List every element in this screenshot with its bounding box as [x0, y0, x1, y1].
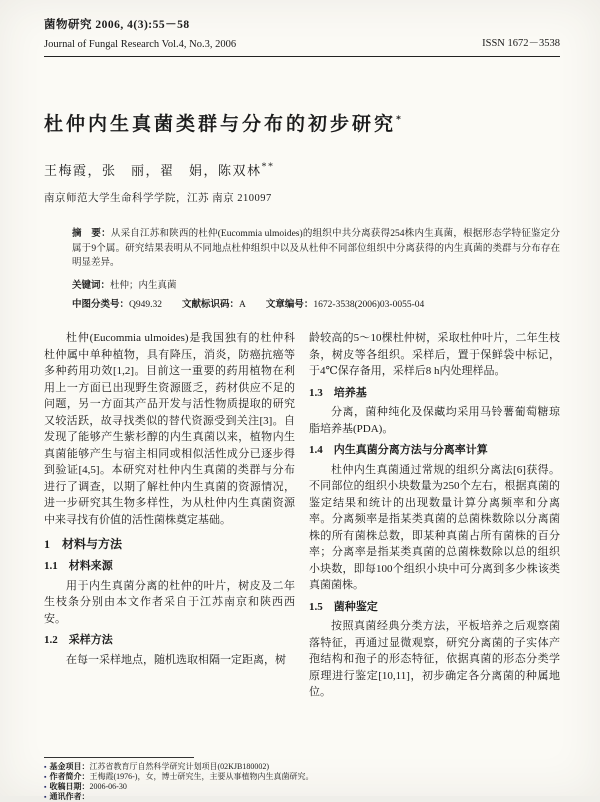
footnote-received-text: 2006-06-30 — [89, 782, 127, 791]
journal-header — [44, 16, 560, 50]
clc-value: Q949.32 — [129, 300, 163, 311]
footnote-biography-text: 王梅霞(1976-)，女，博士研究生，主要从事植物内生真菌研究。 — [89, 772, 314, 781]
title-footnote-mark: * — [396, 114, 405, 126]
section-1-4-heading: 1.4 内生真菌分离方法与分离率计算 — [309, 444, 488, 457]
issn-number: ISSN 1672－3538 — [482, 38, 560, 49]
corresponding-author-mark: ** — [261, 161, 275, 173]
section-1-2-paragraph-continued: 龄较高的5～10棵杜仲树，采取杜仲叶片，二年生枝条，树皮等各组织。采样后，置于保鲜袋中标记，于4℃保存备用，采样后8 h内处理样品。 — [309, 332, 560, 378]
article-id-value: 1672-3538(2006)03-0055-04 — [313, 300, 425, 311]
article-body — [44, 330, 560, 701]
footnote-bullet-icon: ▪ — [44, 793, 47, 801]
footnote-bullet-icon: ▪ — [44, 773, 47, 781]
section-1-5-heading: 1.5 菌种鉴定 — [309, 600, 378, 613]
article-id-label: 文章编号： — [265, 300, 314, 311]
footnote-bullet-icon: ▪ — [44, 783, 47, 791]
journal-header-left — [44, 16, 236, 50]
document-code — [182, 296, 246, 310]
abstract-text: 从采自江苏和陕西的杜仲(Eucommia ulmoides)的组织中共分离获得254株内生真菌，根据形态学特征鉴定分属于9个属。研究结果表明从不同地点杜仲组织中以及从杜仲不同部位组织中分离获得的内生真菌的类群与分布存在明显差异。 — [72, 229, 560, 269]
keywords-text: 杜仲；内生真菌 — [110, 281, 177, 292]
clc-number — [72, 296, 162, 310]
keywords — [72, 277, 560, 291]
section-1-2-paragraph: 在每一采样地点，随机选取相隔一定距离，树 — [66, 653, 286, 666]
keywords-label: 关键词： — [72, 281, 111, 292]
abstract — [72, 227, 560, 271]
article-id — [266, 296, 424, 310]
article-title-text: 杜仲内生真菌类群与分布的初步研究 — [44, 114, 397, 135]
left-column — [44, 330, 295, 701]
footnote-divider — [44, 757, 194, 758]
section-1-3-paragraph: 分离，菌种纯化及保藏均采用马铃薯葡萄糖琼脂培养基(PDA)。 — [309, 406, 560, 435]
footnote-received-date — [44, 782, 560, 792]
footnote-fund — [44, 762, 560, 772]
author-names: 王梅霞，张 丽，翟 娟，陈双林 — [44, 163, 262, 178]
section-1-1-heading: 1.1 材料来源 — [44, 560, 113, 573]
section-1-3-heading: 1.3 培养基 — [309, 386, 367, 399]
article-title — [44, 109, 560, 136]
section-1-4-paragraph: 杜仲内生真菌通过常规的组织分离法[6]获得。不同部位的组织小块数量为250个左右，根据真菌的鉴定结果和统计的出现数量计算分离频率和分离率。分离频率是指某类真菌的总菌株数除以分离菌株的所有菌株总数，即某种真菌占所有菌株的百分率；分离率是指某类真菌的总菌株数除以总的组织小块数，即每100个组织小块中可分离到多少株该类真菌菌株。 — [309, 463, 560, 592]
right-column — [309, 330, 560, 701]
header-divider — [44, 56, 560, 57]
footnote-corresponding-label: 通讯作者： — [49, 792, 90, 801]
author-list — [44, 160, 560, 179]
section-1-1-paragraph: 用于内生真菌分离的杜仲的叶片，树皮及二年生枝条分别由本文作者采自于江苏南京和陕西西安。 — [44, 579, 295, 625]
footnote-fund-label: 基金项目： — [49, 762, 90, 771]
footnote-biography — [44, 772, 560, 782]
clc-label: 中图分类号： — [72, 300, 130, 311]
affiliation: 南京师范大学生命科学学院，江苏 南京 210097 — [44, 193, 272, 204]
journal-name-cn: 菌物研究 2006, 4(3):55－58 — [44, 19, 190, 31]
document-code-label: 文献标识码： — [182, 300, 240, 311]
footnote-biography-label: 作者简介： — [49, 772, 90, 781]
section-1-2-heading: 1.2 采样方法 — [44, 634, 113, 647]
footnotes — [44, 757, 560, 802]
footnote-corresponding — [44, 792, 560, 802]
footnote-fund-text: 江苏省教育厅自然科学研究计划项目(02KJB180002) — [89, 762, 270, 771]
section-1-5-paragraph: 按照真菌经典分类方法，平板培养之后观察菌落特征，再通过显微观察，研究分离菌的子实体产孢结构和孢子的形态特征，依据真菌的形态分类学原理进行鉴定[10,11]，初步确定各分离菌的种属地位。 — [309, 620, 560, 699]
section-1-heading: 1 材料与方法 — [44, 537, 123, 552]
footnote-bullet-icon: ▪ — [44, 763, 47, 771]
document-code-value: A — [239, 300, 246, 311]
abstract-block — [72, 227, 560, 310]
intro-paragraph: 杜仲(Eucommia ulmoides)是我国独有的杜仲科杜仲属中单种植物，具有降压，消炎，防癌抗癌等多种药用功效[1,2]。目前这一重要的药用植物在利用上一方面已出现野生资源匮乏，药材供应不足的问题，另一方面其产品开发与活性物质提取的研究又较活跃，故寻找类似的替代资源受到关注[3]。自发现了能够产生紫杉醇的内生真菌以来，植物内生真菌能够产生与宿主相同或相似活性成分已逐步得到验证[4,5]。本研究对杜仲内生真菌的类群与分布进行了调查，以期了解杜仲内生真菌的资源情况，进一步研究其生物多样性，为从杜仲内生真菌资源中来寻找有价值的活性菌株奠定基础。 — [44, 332, 295, 526]
abstract-label: 摘 要： — [72, 229, 111, 239]
footnote-received-label: 收稿日期： — [49, 782, 90, 791]
article-meta — [72, 296, 560, 310]
journal-name-en: Journal of Fungal Research Vol.4, No.3, 2006 — [44, 39, 237, 50]
